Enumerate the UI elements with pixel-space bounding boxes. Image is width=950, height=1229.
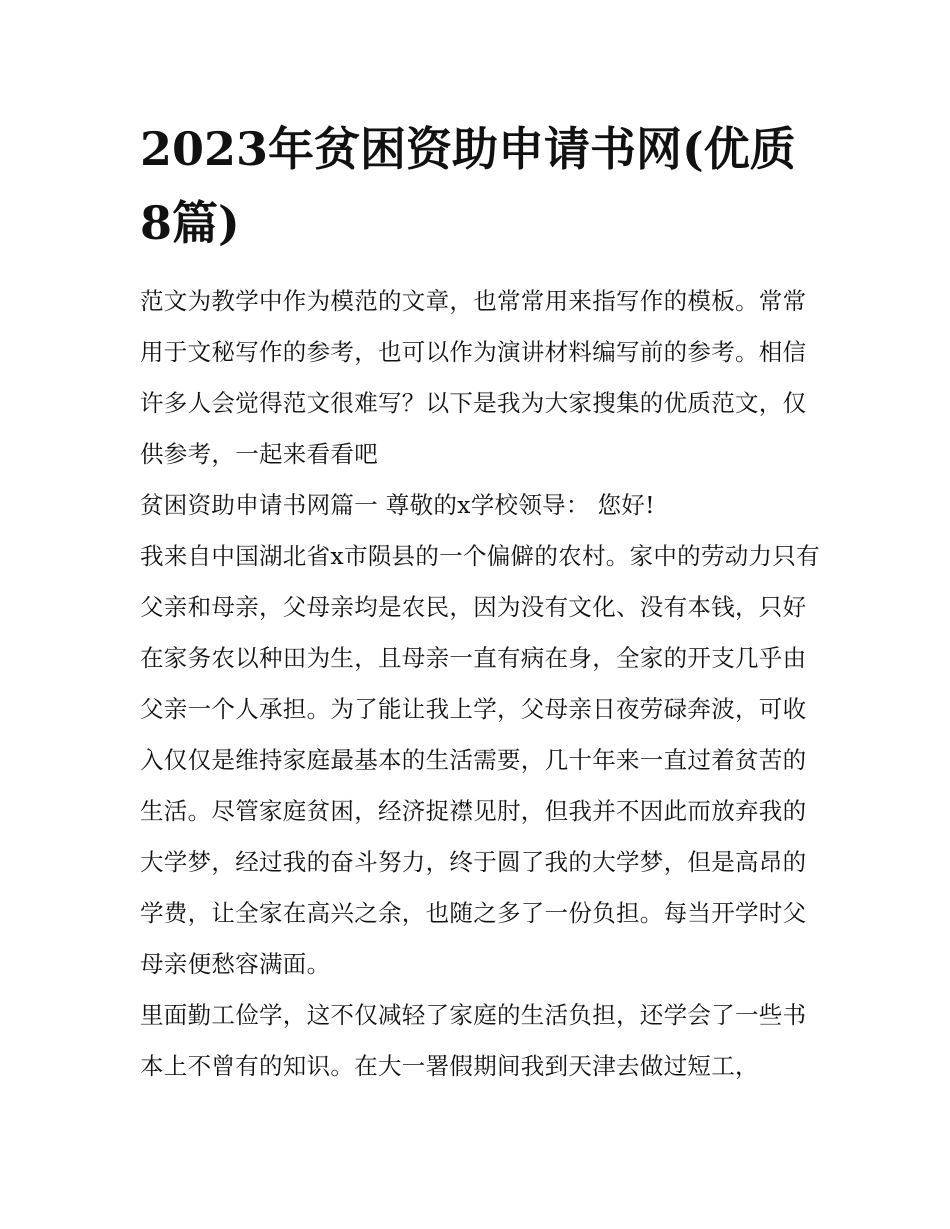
body-paragraph: 里面勤工俭学，这不仅减轻了家庭的生活负担，还学会了一些书本上不曾有的知识。在大一署假期间我到天津去做过短工， bbox=[140, 1001, 807, 1080]
body-paragraph: 我来自中国湖北省x市陨县的一个偏僻的农村。家中的劳动力只有父亲和母亲，父母亲均是农民，因为没有文化、没有本钱，只好在家务农以种田为生，且母亲一直有病在身，全家的开支几乎由父亲一个人承担。为了能让我上学，父母亲日夜劳碌奔波，可收入仅仅是维持家庭最基本的生活需要，几十年来一直过着贫苦的生活。尽管家庭贫困，经济捉襟见肘，但我并不因此而放弃我的大学梦，经过我的奋斗努力，终于圆了我的大学梦，但是高昂的学费，让全家在高兴之余，也随之多了一份负担。每当开学时父母亲便愁容满面。 bbox=[140, 542, 820, 978]
document-body bbox=[140, 276, 820, 1092]
salutation-paragraph: 贫困资助申请书网篇一 尊敬的x学校领导： 您好! bbox=[140, 491, 655, 519]
document-title: 2023年贫困资助申请书网(优质8篇) bbox=[140, 122, 796, 250]
intro-paragraph: 范文为教学中作为模范的文章，也常常用来指写作的模板。常常用于文秘写作的参考，也可以作为演讲材料编写前的参考。相信许多人会觉得范文很难写？以下是我为大家搜集的优质范文，仅供参考，一起来看看吧 bbox=[140, 287, 807, 468]
